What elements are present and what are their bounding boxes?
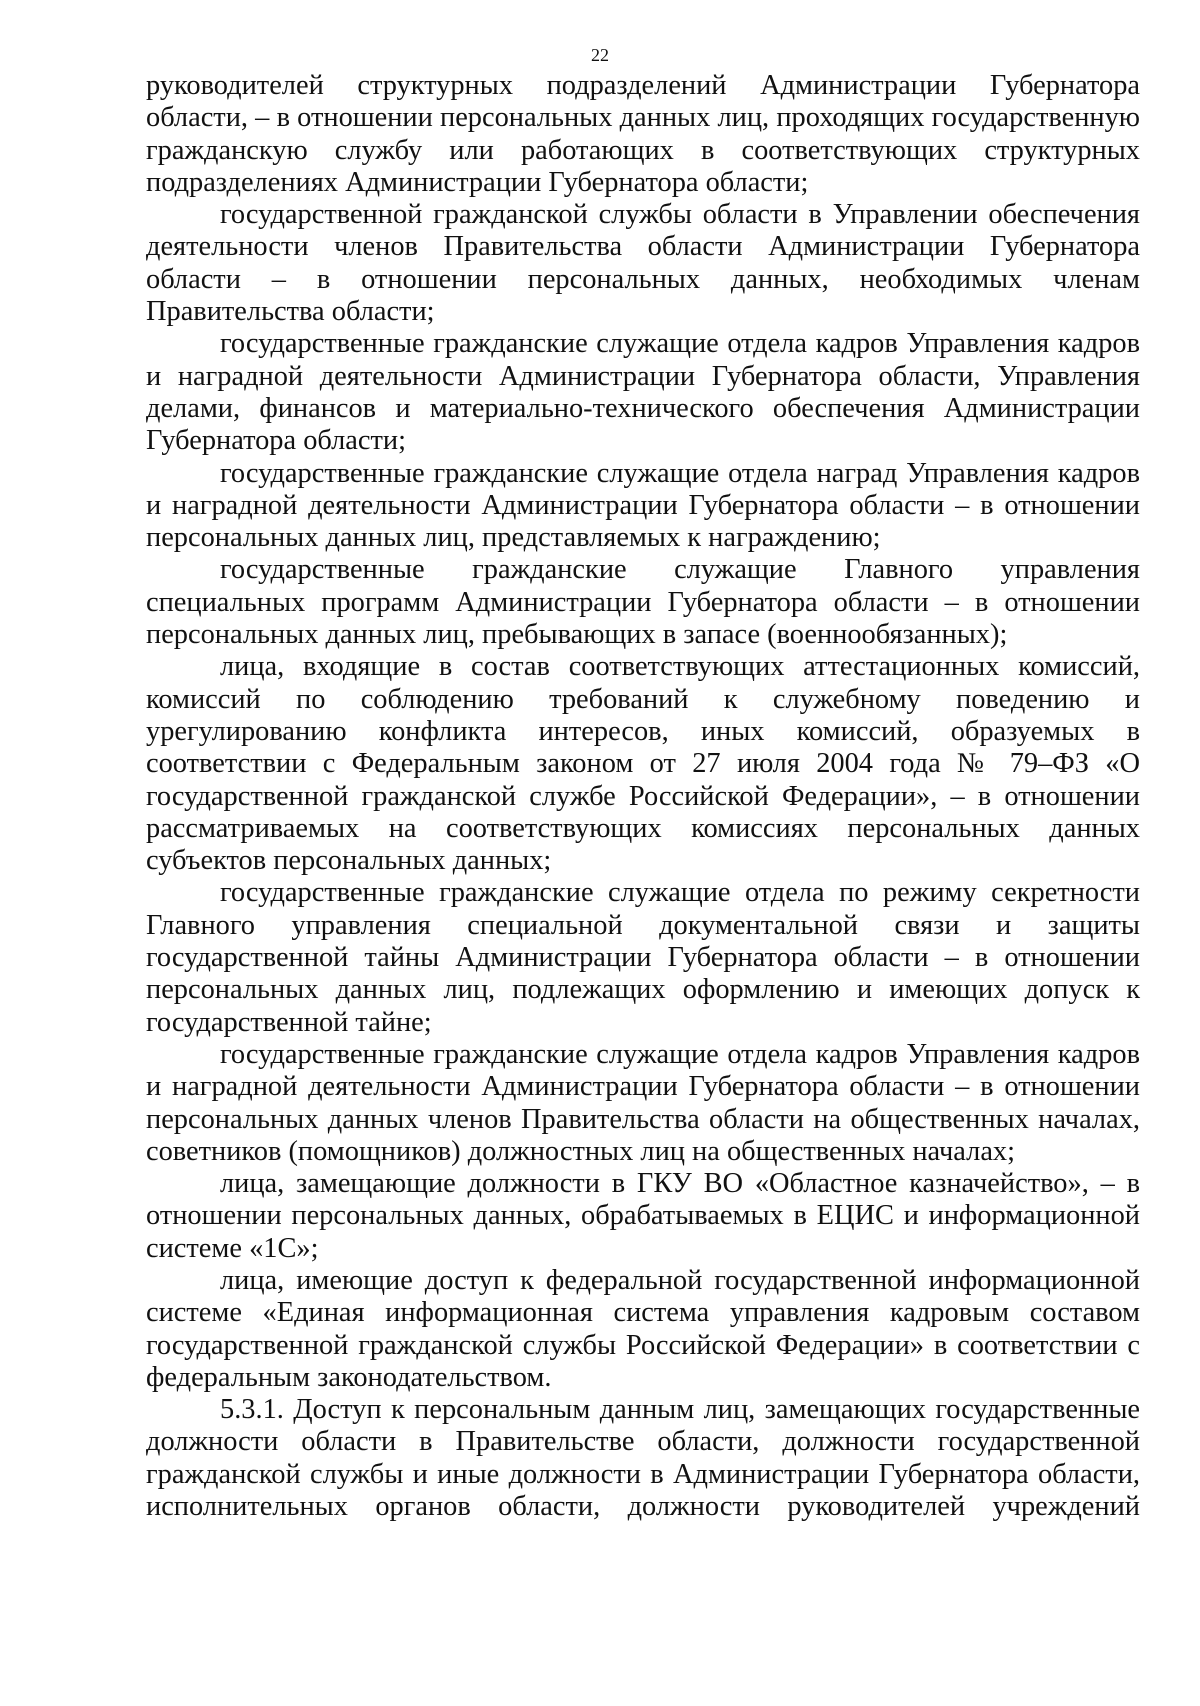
paragraph-treasury: лица, замещающие должности в ГКУ ВО «Областное казначейство», – в отношении персональных данных, обрабатываемых в ЕЦИС и информационной системе «1С»; bbox=[146, 1168, 1140, 1264]
paragraph-commissions: лица, входящие в состав соответствующих аттестационных комиссий, комиссий по соблюдению требований к служебному поведению и урегулированию конфликта интересов, иных комиссий, образуемых в соответствии с Федеральным законом от 27 июля 2004 года № 79–ФЗ «О государственной гражданской службе Российской Федерации», – в отношении рассматриваемых на соответствующих комиссиях персональных данных субъектов персональных данных; bbox=[146, 651, 1140, 877]
paragraph-public-basis-members: государственные гражданские служащие отдела кадров Управления кадров и наградной деятельности Администрации Губернатора области – в отношении персональных данных членов Правительства области на общественных началах, советников (помощников) должностных лиц на общественных началах; bbox=[146, 1038, 1140, 1167]
paragraph-awards-department: государственные гражданские служащие отдела наград Управления кадров и наградной деятельности Администрации Губернатора области – в отношении персональных данных лиц, представляемых к награждению; bbox=[146, 457, 1140, 554]
paragraph-personnel-department: государственные гражданские служащие отдела кадров Управления кадров и наградной деятельности Администрации Губернатора области, Управления делами, финансов и материально-технического обеспечения Администрации Губернатора области; bbox=[146, 328, 1140, 457]
paragraph-government-service-ensuring-activity: государственной гражданской службы области в Управлении обеспечения деятельности членов Правительства области Администрации Губернатора области – в отношении персональных данных, необходимых членам Правительства области; bbox=[146, 199, 1140, 328]
document-body bbox=[146, 70, 1140, 1523]
paragraph-continuation: руководителей структурных подразделений Администрации Губернатора области, – в отношении персональных данных лиц, проходящих государственную гражданскую службу или работающих в соответствующих структурных подразделениях Администрации Губернатора области; bbox=[146, 70, 1140, 198]
paragraph-special-programs: государственные гражданские служащие Главного управления специальных программ Администрации Губернатора области – в отношении персональных данных лиц, пребывающих в запасе (военнообязанных); bbox=[146, 554, 1140, 651]
paragraph-federal-information-system: лица, имеющие доступ к федеральной государственной информационной системе «Единая информационная система управления кадровым составом государственной гражданской службы Российской Федерации» в соответствии с федеральным законодательством. bbox=[146, 1264, 1140, 1393]
paragraph-secrecy-department: государственные гражданские служащие отдела по режиму секретности Главного управления специальной документальной связи и защиты государственной тайны Администрации Губернатора области – в отношении персональных данных лиц, подлежащих оформлению и имеющих допуск к государственной тайне; bbox=[146, 877, 1140, 1038]
paragraph-section-5-3-1: 5.3.1. Доступ к персональным данным лиц, замещающих государственные должности области в Правительстве области, должности государственной гражданской службы и иные должности в Администрации Губернатора области, исполнительных органов области, должности руководителей учреждений bbox=[146, 1394, 1140, 1523]
page-number: 22 bbox=[591, 45, 609, 65]
